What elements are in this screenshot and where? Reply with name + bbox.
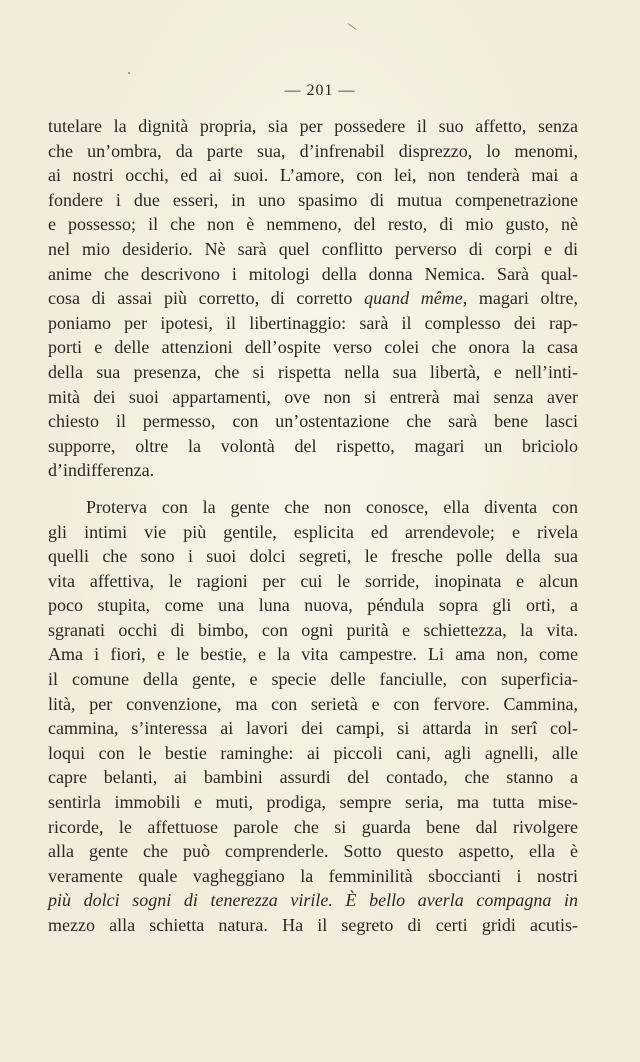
text-line: poniamo per ipotesi, il libertinaggio: sarà il complesso dei rap- bbox=[48, 312, 578, 333]
text-line: e possesso; il che non è nemmeno, del resto, di mio gusto, nè bbox=[48, 214, 578, 235]
text-line: Ama i fiori, e le bestie, e la vita campestre. Li ama non, come bbox=[48, 644, 578, 665]
body-text bbox=[48, 114, 578, 938]
text-line: loqui con le bestie raminghe: ai piccoli cani, agli agnelli, alle bbox=[48, 742, 578, 763]
paragraph-2 bbox=[48, 495, 578, 938]
text-line: nel mio desiderio. Nè sarà quel conflitto perverso di corpi e di bbox=[48, 238, 578, 259]
text-line: della sua presenza, che si rispetta nella sua libertà, e nell’inti- bbox=[48, 361, 578, 382]
text-line: sentirla immobili e muti, prodiga, sempre seria, ma tutta mise- bbox=[48, 792, 578, 813]
text-line: supporre, oltre la volontà del rispetto, magari un briciolo bbox=[48, 435, 578, 456]
italic-phrase: più dolci sogni di tenerezza virile. È bello averla compagna in bbox=[48, 890, 578, 911]
text-line: gli intimi vie più gentile, esplicita ed arrendevole; e rivela bbox=[48, 521, 578, 542]
text-line: vita affettiva, le ragioni per cui le sorride, inopinata e alcun bbox=[48, 570, 578, 591]
text-line: ricorde, le affettuose parole che si guarda bene dal rivolgere bbox=[48, 816, 578, 837]
text-line: ai nostri occhi, ed ai suoi. L’amore, con lei, non tenderà mai a bbox=[48, 165, 578, 186]
italic-phrase: quand même bbox=[364, 288, 463, 309]
text-line: che un’ombra, da parte sua, d’infrenabil disprezzo, lo menomi, bbox=[48, 140, 578, 161]
text-run: , magari oltre, bbox=[462, 288, 578, 309]
paper-blemish bbox=[128, 72, 130, 74]
text-run: cosa di assai più corretto, di corretto bbox=[48, 288, 365, 309]
text-line: alla gente che può comprenderle. Sotto questo aspetto, ella è bbox=[48, 841, 578, 862]
paper-blemish bbox=[348, 23, 357, 30]
text-line: il comune della gente, e specie delle fanciulle, con superficia- bbox=[48, 669, 578, 690]
text-line: anime che descrivono i mitologi della donna Nemica. Sarà qual- bbox=[48, 263, 578, 284]
paragraph-1 bbox=[48, 114, 578, 483]
text-line: d’indifferenza. bbox=[48, 460, 155, 481]
text-line bbox=[48, 286, 578, 311]
text-line: veramente quale vagheggiano la femminilità sboccianti i nostri bbox=[48, 865, 578, 886]
text-line: lità, per convenzione, ma con serietà e con fervore. Cammina, bbox=[48, 693, 578, 714]
text-line: chiesto il permesso, con un’ostentazione che sarà bene lasci bbox=[48, 411, 578, 432]
text-line: capre belanti, ai bambini assurdi del contado, che stanno a bbox=[48, 767, 578, 788]
paragraph-gap bbox=[48, 483, 578, 495]
text-line: porti e delle attenzioni dell’ospite verso colei che onora la casa bbox=[48, 337, 578, 358]
text-line: sgranati occhi di bimbo, con ogni purità e schiettezza, la vita. bbox=[48, 619, 578, 640]
text-line: tutelare la dignità propria, sia per possedere il suo affetto, senza bbox=[48, 116, 578, 136]
text-line: fondere i due esseri, in uno spasimo di mutua compenetrazione bbox=[48, 189, 578, 210]
text-line bbox=[48, 888, 578, 913]
text-line: mezzo alla schietta natura. Ha il segreto di certi gridi acutis- bbox=[48, 915, 578, 935]
text-line: Proterva con la gente che non conosce, ella diventa con bbox=[86, 496, 578, 517]
text-line: mità dei suoi appartamenti, ove non si entrerà mai senza aver bbox=[48, 386, 578, 407]
text-line: poco stupita, come una luna nuova, péndula sopra gli orti, a bbox=[48, 595, 578, 616]
text-line: cammina, s’interessa ai lavori dei campi, si attarda in serî col- bbox=[48, 718, 578, 739]
page-number: — 201 — bbox=[284, 82, 356, 99]
text-line: quelli che sono i suoi dolci segreti, le fresche polle della sua bbox=[48, 546, 578, 567]
